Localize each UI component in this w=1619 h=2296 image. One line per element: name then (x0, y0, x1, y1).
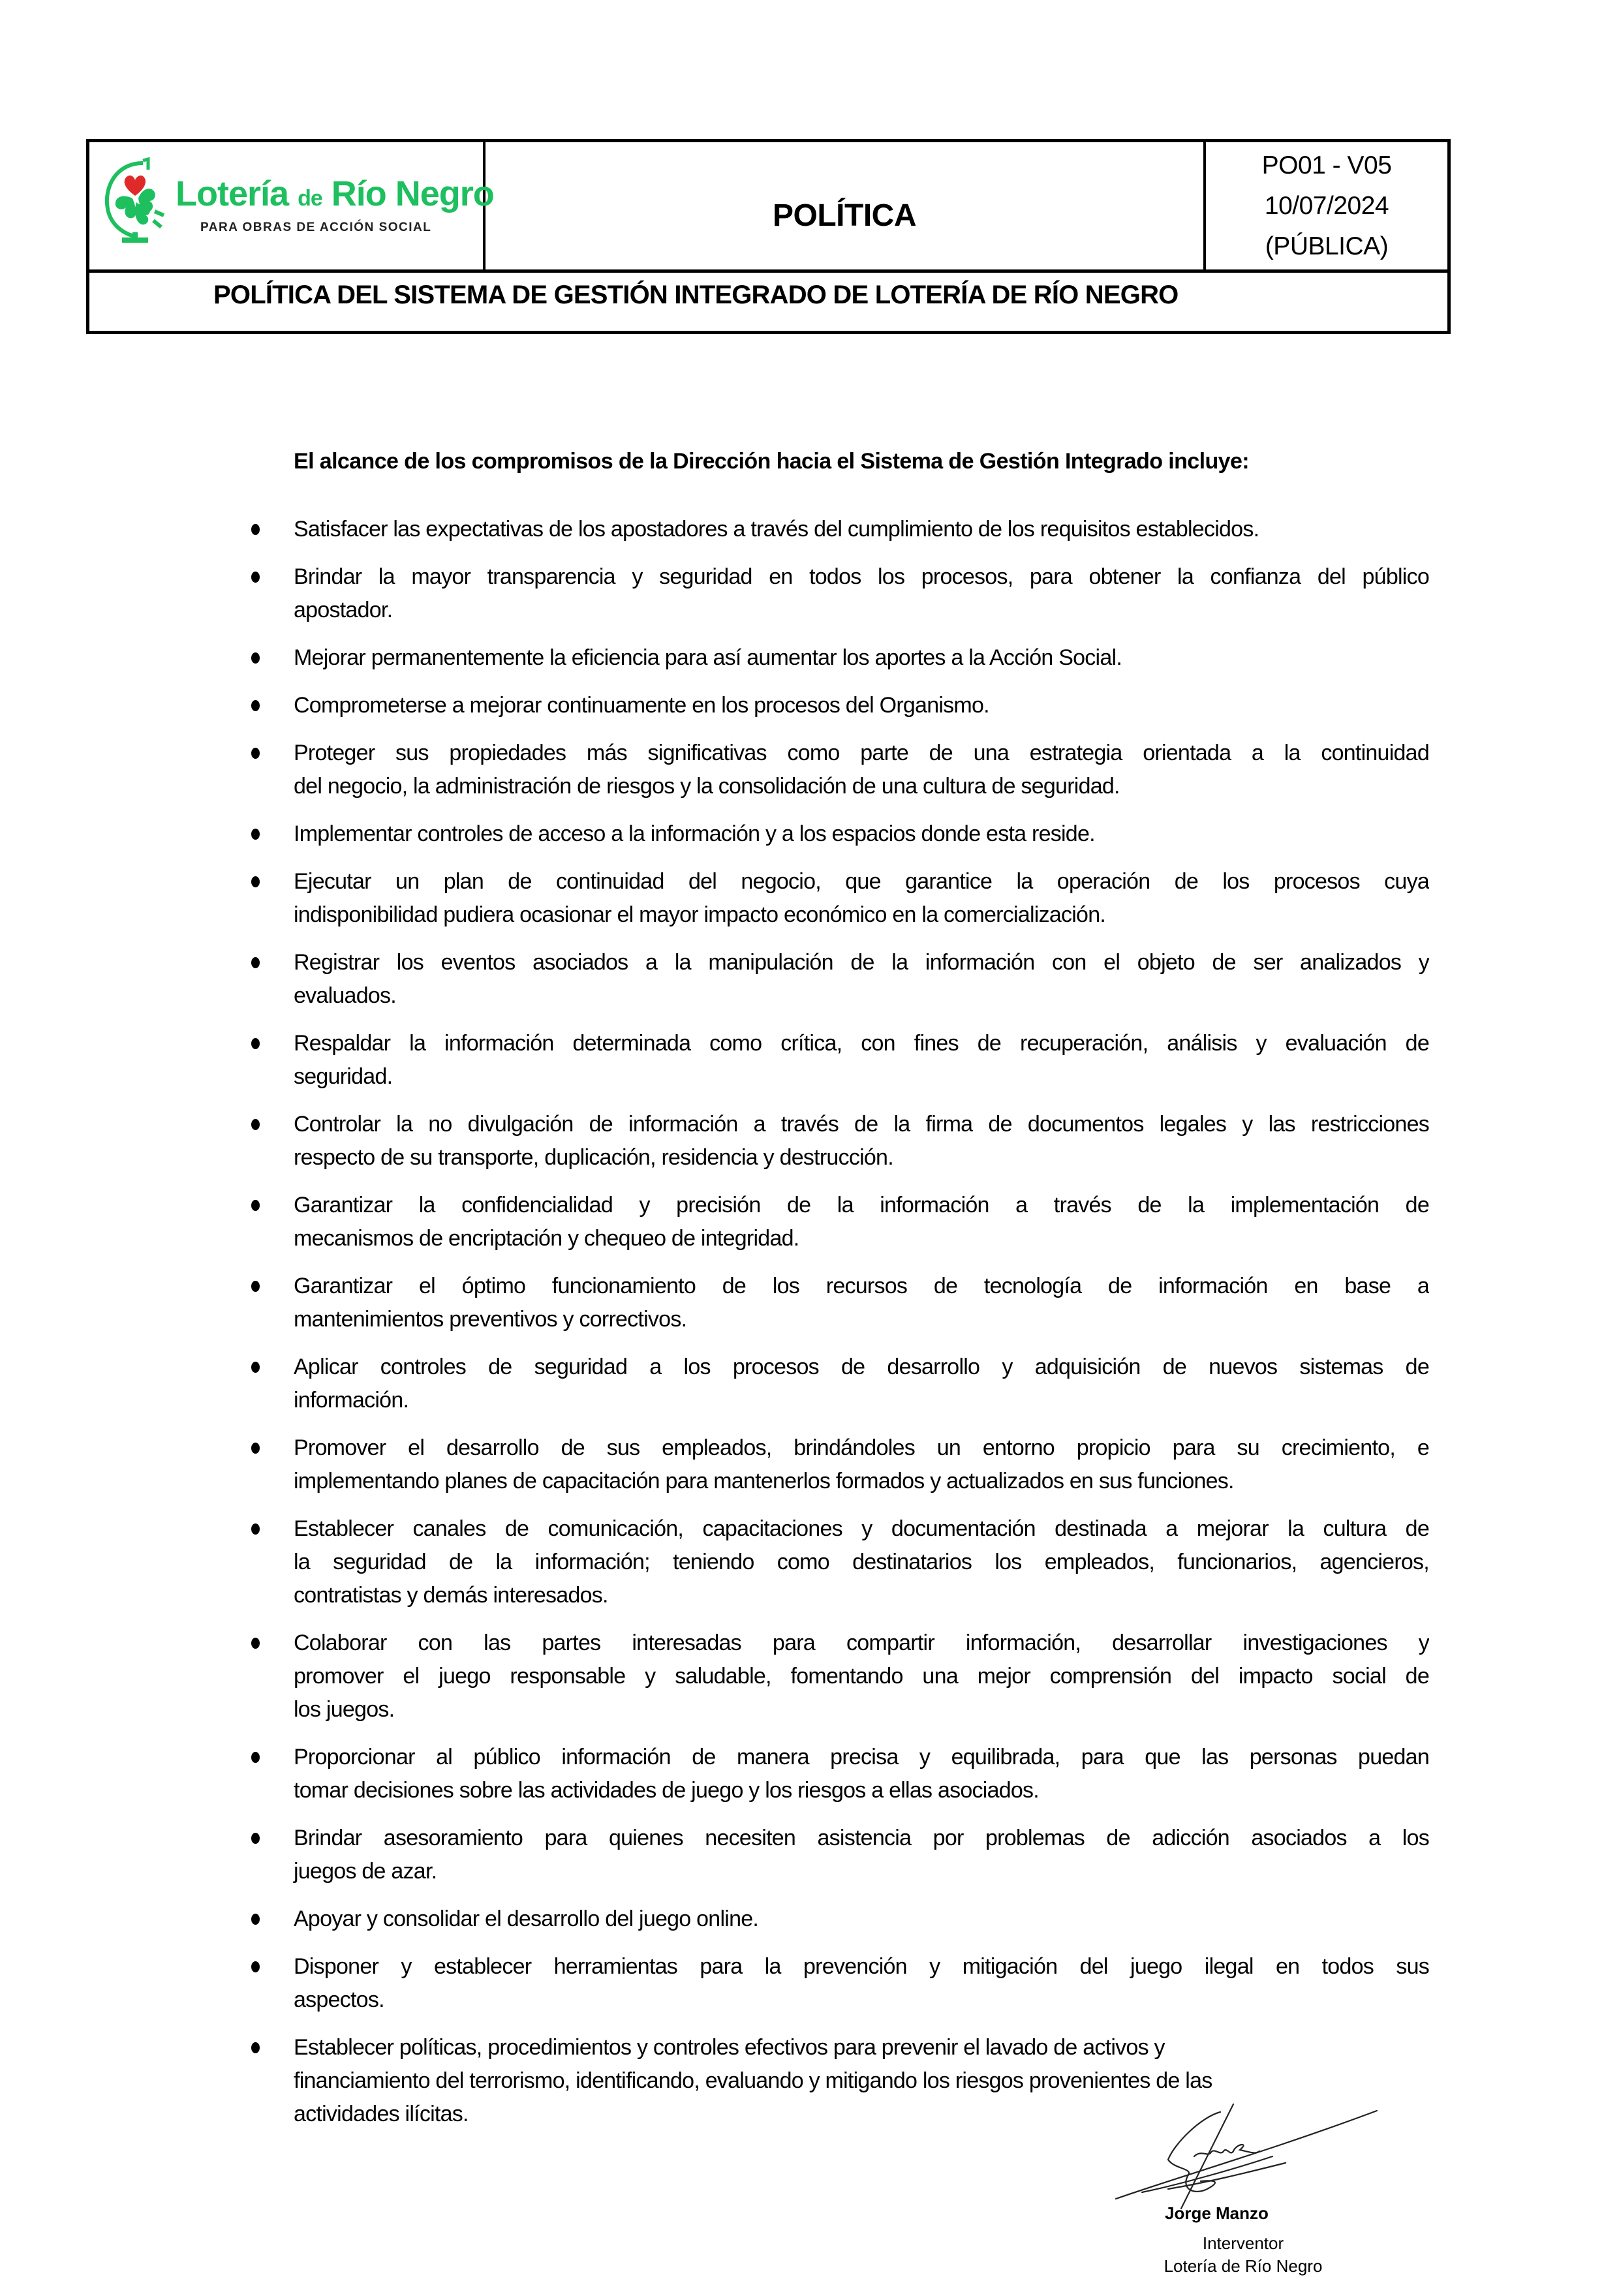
bullet-icon (251, 652, 260, 664)
bullet-icon (251, 1119, 260, 1130)
list-item-line: evaluados. (294, 983, 396, 1008)
signature-block (1103, 2091, 1416, 2287)
bullet-icon (251, 876, 260, 887)
bullet-icon (251, 1281, 260, 1292)
list-item-line: Promover el desarrollo de sus empleados, brindándoles un entorno propicio para su crecimiento, e (294, 1435, 1429, 1460)
bullet-icon (251, 957, 260, 968)
list-item-line: promover el juego responsable y saludable, fomentando una mejor comprensión del impacto social de (294, 1664, 1429, 1689)
list-item-line: contratistas y demás interesados. (294, 1583, 608, 1608)
bullet-icon (251, 2042, 260, 2053)
signatory-title: Interventor (1202, 2233, 1284, 2253)
bullet-icon (251, 1752, 260, 1763)
logo (102, 155, 494, 253)
bullet-icon (251, 1038, 260, 1049)
list-item-line: Brindar la mayor transparencia y seguridad en todos los procesos, para obtener la confianza del público (294, 564, 1429, 589)
list-item-line: Proteger sus propiedades más significativas como parte de una estrategia orientada a la continuidad (294, 741, 1429, 765)
doc-classification: (PÚBLICA) (1265, 232, 1389, 260)
list-item-line: Comprometerse a mejorar continuamente en los procesos del Organismo. (294, 693, 989, 718)
bullet-icon (251, 1914, 260, 1925)
list-item-line: aspectos. (294, 1987, 384, 2012)
list-item-line: juegos de azar. (294, 1859, 437, 1884)
list-item-line: Registrar los eventos asociados a la manipulación de la información con el objeto de ser analizados y (294, 950, 1429, 975)
list-item-line: Controlar la no divulgación de información a través de la firma de documentos legales y las restricciones (294, 1112, 1429, 1137)
signatory-organization: Lotería de Río Negro (1164, 2256, 1323, 2276)
signatory-name: Jorge Manzo (1165, 2203, 1269, 2223)
bullet-icon (251, 1200, 260, 1211)
list-item-line: Proporcionar al público información de manera precisa y equilibrada, para que las personas puedan (294, 1745, 1429, 1769)
list-item-line: Colaborar con las partes interesadas para compartir información, desarrollar investigaciones y (294, 1630, 1429, 1655)
list-item-line: mecanismos de encriptación y chequeo de integridad. (294, 1226, 799, 1251)
logo-tagline: PARA OBRAS DE ACCIÓN SOCIAL (200, 221, 432, 234)
doc-type: POLÍTICA (773, 198, 916, 233)
list-item-line: Establecer políticas, procedimientos y controles efectivos para prevenir el lavado de activos y (294, 2035, 1165, 2060)
list-item-line: mantenimientos preventivos y correctivos. (294, 1307, 687, 1332)
bullet-icon (251, 700, 260, 711)
logo-cell (89, 142, 494, 269)
list-item-line: Garantizar la confidencialidad y precisión de la información a través de la implementación de (294, 1193, 1429, 1217)
document-header (86, 139, 1451, 334)
list-item-line: del negocio, la administración de riesgos y la consolidación de una cultura de seguridad. (294, 774, 1120, 799)
bullet-icon (251, 1961, 260, 1972)
list-item-line: los juegos. (294, 1697, 395, 1722)
bullet-icon (251, 829, 260, 840)
list-item-line: Brindar asesoramiento para quienes necesiten asistencia por problemas de adicción asociados a los (294, 1826, 1429, 1850)
list-item-line: seguridad. (294, 1064, 393, 1089)
bullet-icon (251, 1362, 260, 1373)
doc-date: 10/07/2024 (1264, 191, 1389, 220)
list-item-line: Garantizar el óptimo funcionamiento de los recursos de tecnología de información en base a (294, 1274, 1429, 1298)
list-item-line: tomar decisiones sobre las actividades de juego y los riesgos a ellas asociados. (294, 1778, 1039, 1803)
bullet-icon (251, 572, 260, 583)
bullet-icon (251, 1523, 260, 1535)
header-top-row (89, 142, 1447, 273)
list-item-line: implementando planes de capacitación para mantenerlos formados y actualizados en sus funciones. (294, 1469, 1234, 1493)
bullet-icon (251, 524, 260, 535)
handwritten-signature-icon (1103, 2091, 1416, 2222)
list-item-line: financiamiento del terrorismo, identificando, evaluando y mitigando los riesgos provenientes de las (294, 2068, 1212, 2093)
list-item-line: Respaldar la información determinada como crítica, con fines de recuperación, análisis y evaluación de (294, 1031, 1429, 1056)
list-item-line: Satisfacer las expectativas de los apostadores a través del cumplimiento de los requisitos establecidos. (294, 517, 1259, 542)
header-title-row (89, 273, 1447, 331)
bullet-icon (251, 1833, 260, 1844)
list-item-line: la seguridad de la información; teniendo como destinatarios los empleados, funcionarios, agencieros, (294, 1550, 1429, 1574)
list-item-line: Apoyar y consolidar el desarrollo del juego online. (294, 1906, 759, 1931)
list-item-line: indisponibilidad pudiera ocasionar el mayor impacto económico en la comercialización. (294, 902, 1106, 927)
list-item-line: información. (294, 1388, 409, 1413)
list-item-line: actividades ilícitas. (294, 2102, 469, 2126)
list-item-line: Ejecutar un plan de continuidad del negocio, que garantice la operación de los procesos cuya (294, 869, 1429, 894)
intro-heading: El alcance de los compromisos de la Dirección hacia el Sistema de Gestión Integrado incluye: (294, 449, 1249, 474)
list-item-line: Aplicar controles de seguridad a los procesos de desarrollo y adquisición de nuevos sistemas de (294, 1355, 1429, 1379)
bullet-icon (251, 1638, 260, 1649)
bullet-icon (251, 1443, 260, 1454)
list-item-line: Disponer y establecer herramientas para la prevención y mitigación del juego ilegal en todos sus (294, 1954, 1429, 1979)
clover-globe-icon (102, 155, 174, 253)
list-item-line: Implementar controles de acceso a la información y a los espacios donde esta reside. (294, 821, 1095, 846)
doc-subtitle: POLÍTICA DEL SISTEMA DE GESTIÓN INTEGRADO DE LOTERÍA DE RÍO NEGRO (213, 281, 1179, 309)
doc-meta-cell (1206, 142, 1447, 269)
bullet-icon (251, 748, 260, 759)
list-item-line: Mejorar permanentemente la eficiencia para así aumentar los aportes a la Acción Social. (294, 645, 1122, 670)
list-item-line: apostador. (294, 598, 393, 622)
doc-type-cell (486, 142, 1206, 269)
list-item-line: respecto de su transporte, duplicación, residencia y destrucción. (294, 1145, 893, 1170)
doc-code: PO01 - V05 (1261, 151, 1392, 179)
list-item-line: Establecer canales de comunicación, capacitaciones y documentación destinada a mejorar la cultura de (294, 1516, 1429, 1541)
logo-wordmark: Lotería de Río Negro (176, 174, 494, 213)
